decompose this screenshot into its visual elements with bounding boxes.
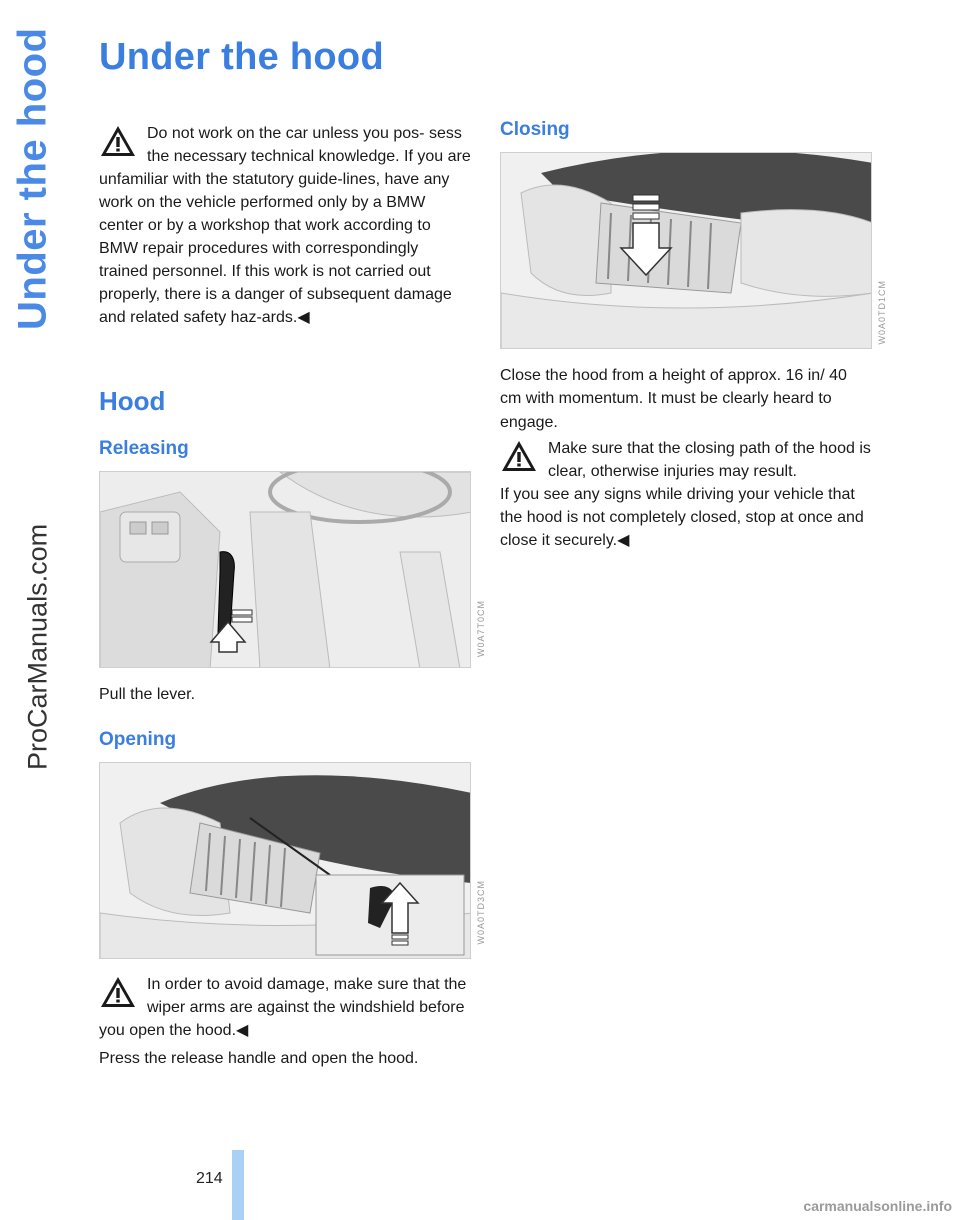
warning-technical-knowledge: [99, 122, 471, 329]
warning-wiper-arms: [99, 973, 471, 1042]
figure-code-opening: W0A0TD3CM: [476, 880, 486, 945]
figure-releasing-lever: [99, 471, 471, 668]
figure-closing-hood: [500, 152, 872, 349]
page-number: 214: [196, 1170, 223, 1187]
warning-triangle-icon: [99, 124, 137, 158]
closing-instruction: Close the hood from a height of approx. 16 in/ 40 cm with momentum. It must be clearly heard to engage.: [500, 367, 847, 431]
subheading-opening: Opening: [99, 729, 177, 750]
warning-text-first: Make sure that the closing path of the: [548, 440, 815, 457]
opening-hood-illustration: [100, 763, 471, 959]
side-chapter-title: Under the hood: [10, 27, 55, 330]
warning-text-rest: the wiper arms are against the windshield before you open the hood.◀: [99, 976, 467, 1039]
warning-text-rest: hood is clear, otherwise injuries may result.: [548, 440, 871, 480]
warning-triangle-icon: [500, 439, 538, 473]
closing-hood-illustration: [501, 153, 872, 349]
subheading-releasing: Releasing: [99, 438, 189, 459]
warning-closing-path: [500, 437, 872, 552]
page-title: Under the hood: [99, 36, 384, 78]
side-watermark: ProCarManuals.com: [22, 523, 53, 770]
figure-opening-hood: [99, 762, 471, 959]
releasing-lever-illustration: [100, 472, 471, 668]
site-watermark: carmanualsonline.info: [803, 1198, 952, 1214]
section-heading-hood: Hood: [99, 386, 166, 416]
warning-text-first: In order to avoid damage, make sure that: [147, 976, 440, 993]
warning-text-rest: sess the necessary technical knowledge. If you are unfamiliar with the statutory guide-lines, have any work on the vehicle performed only by a BMW center or by a workshop that work according to BMW repair procedures with correspondingly trained personnel. If this work is not carried out properly, there is a danger of subsequent damage and related safety haz-ards.◀: [99, 125, 471, 326]
opening-instruction: Press the release handle and open the hood.: [99, 1050, 419, 1067]
figure-code-closing: W0A0TD1CM: [877, 280, 887, 345]
subheading-closing: Closing: [500, 119, 570, 140]
footer-accent-bar: [232, 1150, 244, 1220]
releasing-instruction: Pull the lever.: [99, 686, 196, 703]
warning-text-extra: If you see any signs while driving your vehicle that the hood is not completely closed, stop at once and close it securely.◀: [500, 486, 864, 549]
figure-code-releasing: W0A7T0CM: [476, 600, 486, 658]
warning-triangle-icon: [99, 975, 137, 1009]
warning-text-first: Do not work on the car unless you pos-: [147, 125, 425, 142]
